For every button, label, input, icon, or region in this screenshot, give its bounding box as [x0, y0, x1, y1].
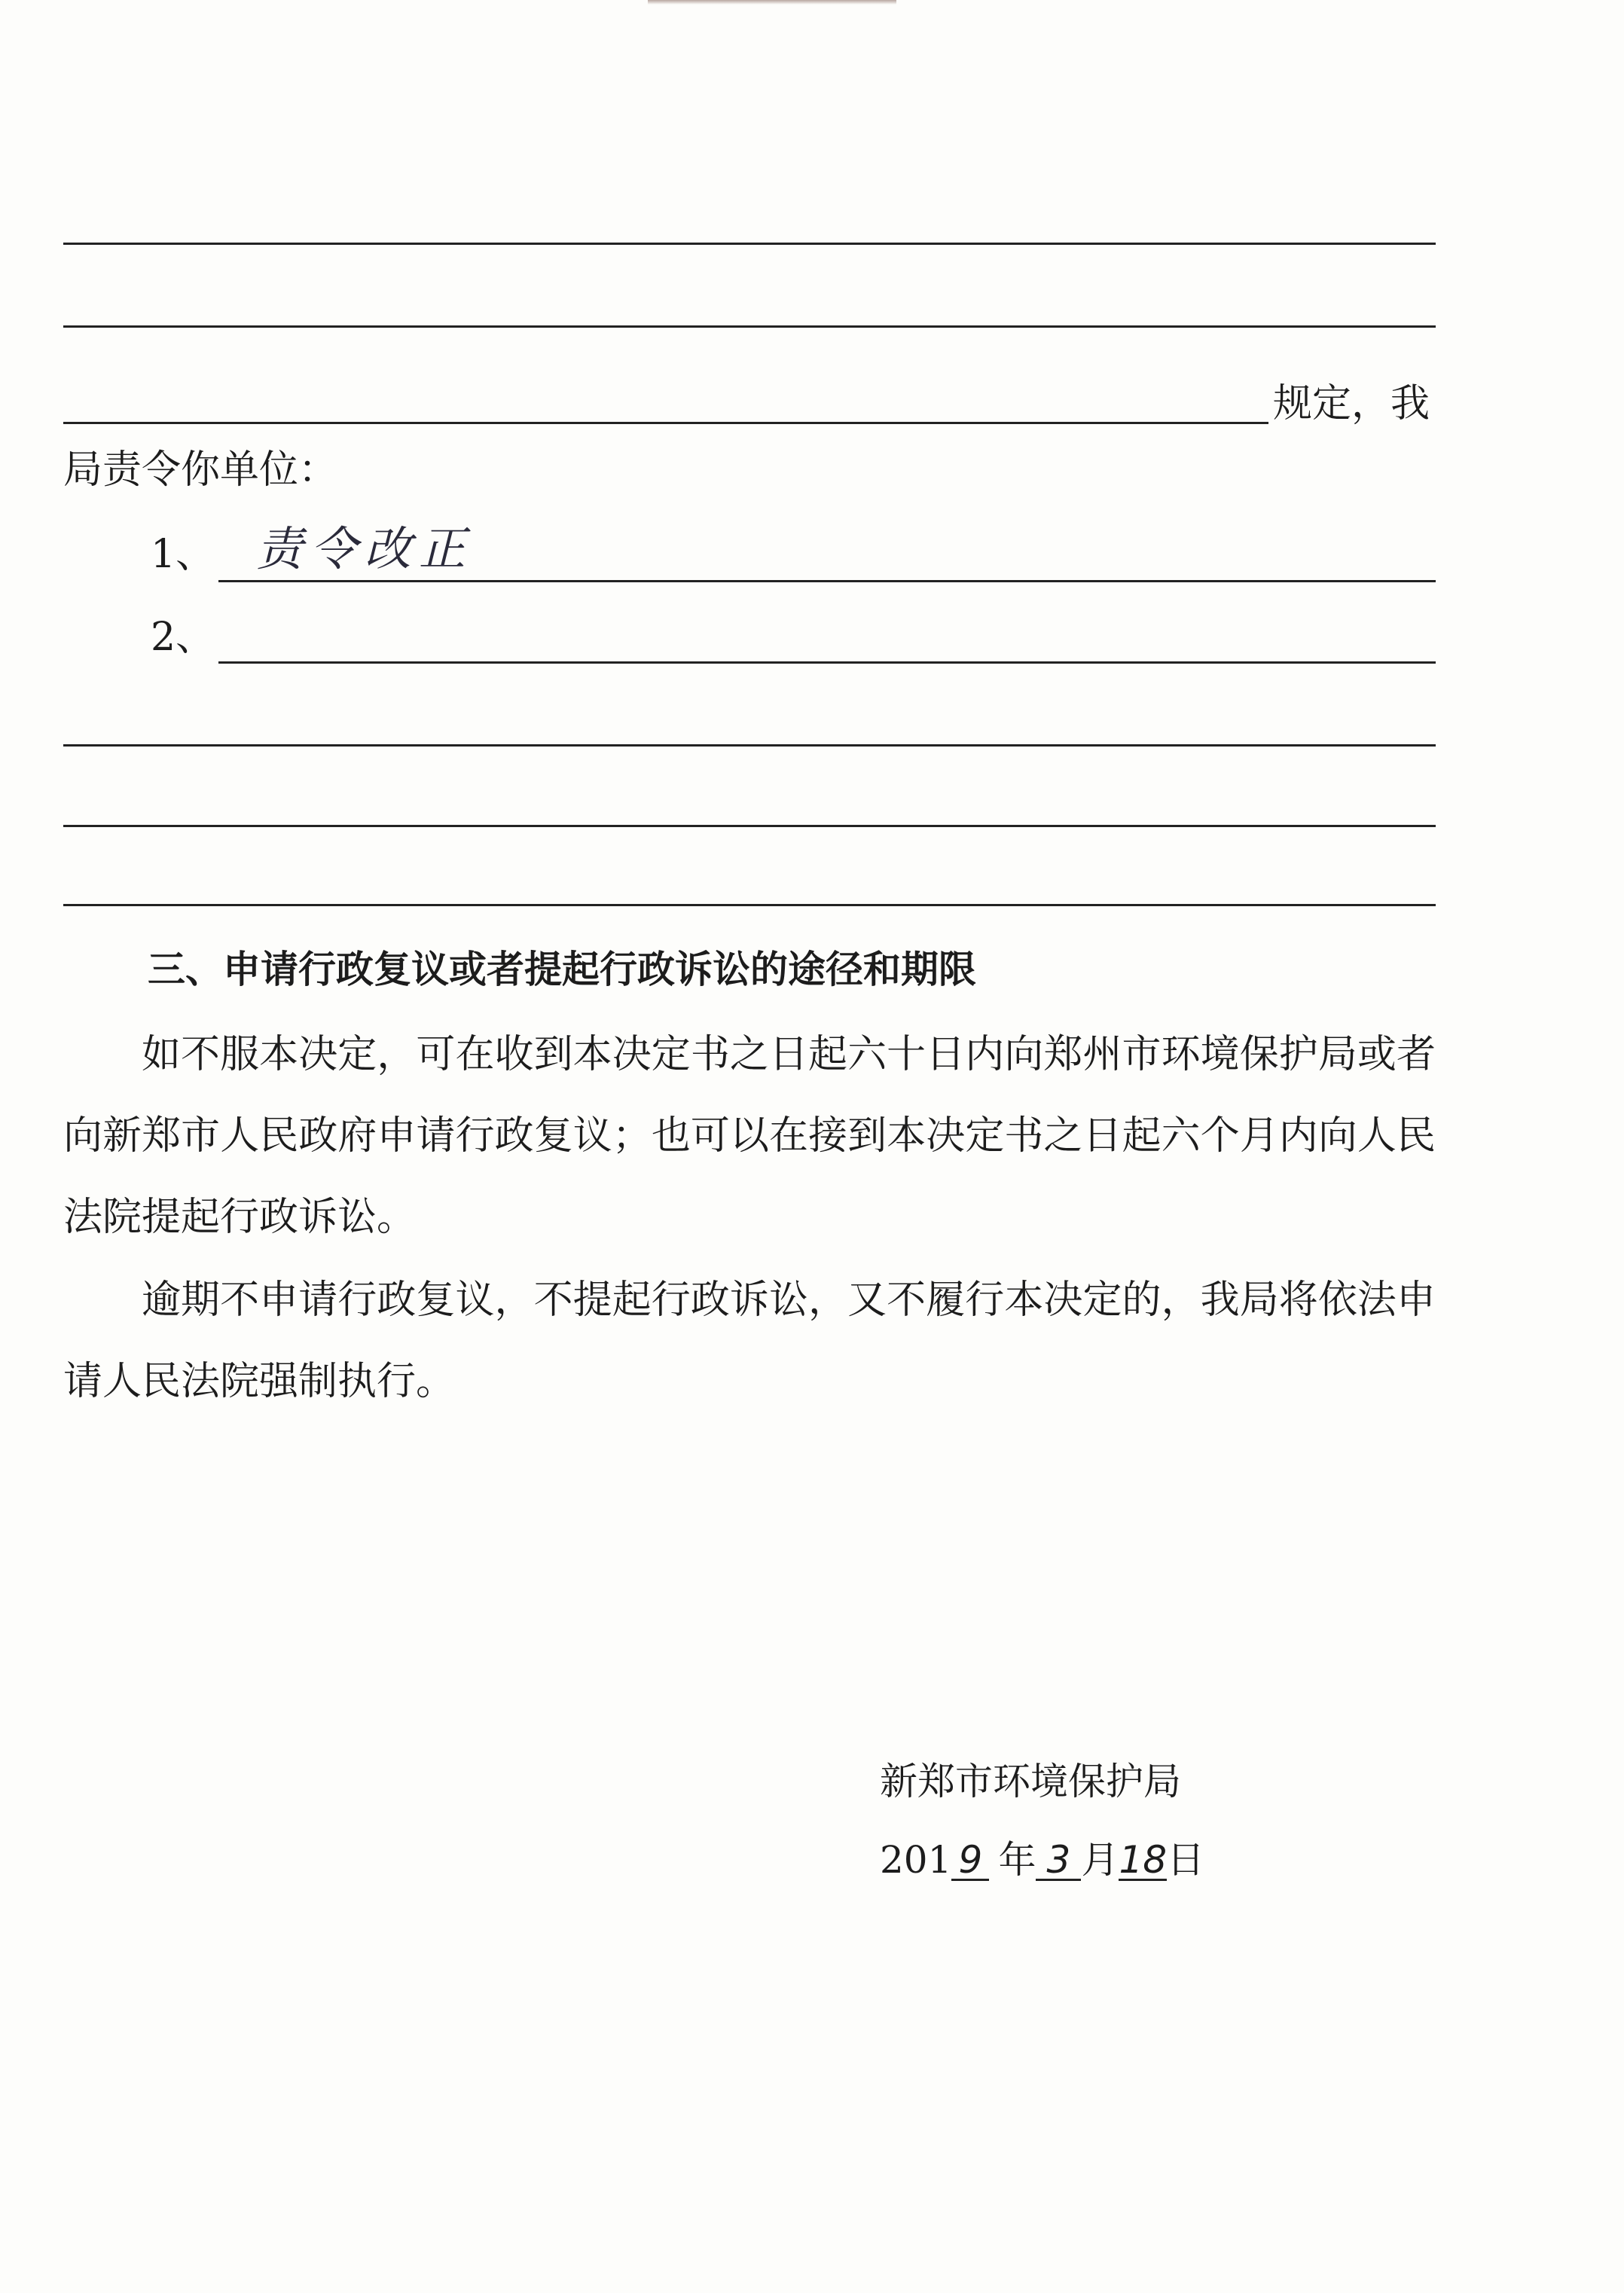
date-prefix: 201 — [880, 1838, 952, 1882]
order-item-number: 2、 — [151, 615, 215, 660]
enforcement-paragraph: 逾期不申请行政复议，不提起行政诉讼，又不履行本决定的，我局将依法申请人民法院强制执行。 — [63, 1278, 1436, 1404]
date-year-handwritten: 9 — [951, 1841, 989, 1881]
blank-line — [63, 904, 1436, 906]
appeal-paragraph: 如不服本决定，可在收到本决定书之日起六十日内向郑州市环境保护局或者向新郑市人民政府申请行政复议；也可以在接到本决定书之日起六个月内向人民法院提起行政诉讼。 — [63, 1032, 1436, 1240]
blank-line — [63, 325, 1436, 328]
order-item-handwritten-value: 责令改正 — [256, 521, 474, 576]
blank-line — [63, 744, 1436, 747]
issue-date — [880, 1838, 1205, 1882]
blank-line — [63, 825, 1436, 827]
date-day-handwritten: 18 — [1119, 1838, 1168, 1882]
regulation-suffix: 规定，我 — [1273, 381, 1430, 426]
order-item-number: 1、 — [151, 532, 215, 577]
blank-line — [63, 243, 1436, 245]
date-month-handwritten: 3 — [1036, 1841, 1081, 1881]
blank-line — [63, 422, 1268, 424]
order-item-line — [218, 661, 1436, 664]
order-intro: 局责令你单位： — [63, 447, 338, 493]
date-year-suffix: 年 — [998, 1838, 1036, 1882]
date-day-suffix: 日 — [1167, 1838, 1205, 1882]
issuer-name: 新郑市环境保护局 — [880, 1760, 1181, 1803]
section-heading: 三、申请行政复议或者提起行政诉讼的途径和期限 — [148, 948, 976, 991]
order-item-line — [218, 580, 1436, 582]
date-month-suffix: 月 — [1081, 1838, 1119, 1882]
scan-edge-shadow — [648, 0, 896, 5]
